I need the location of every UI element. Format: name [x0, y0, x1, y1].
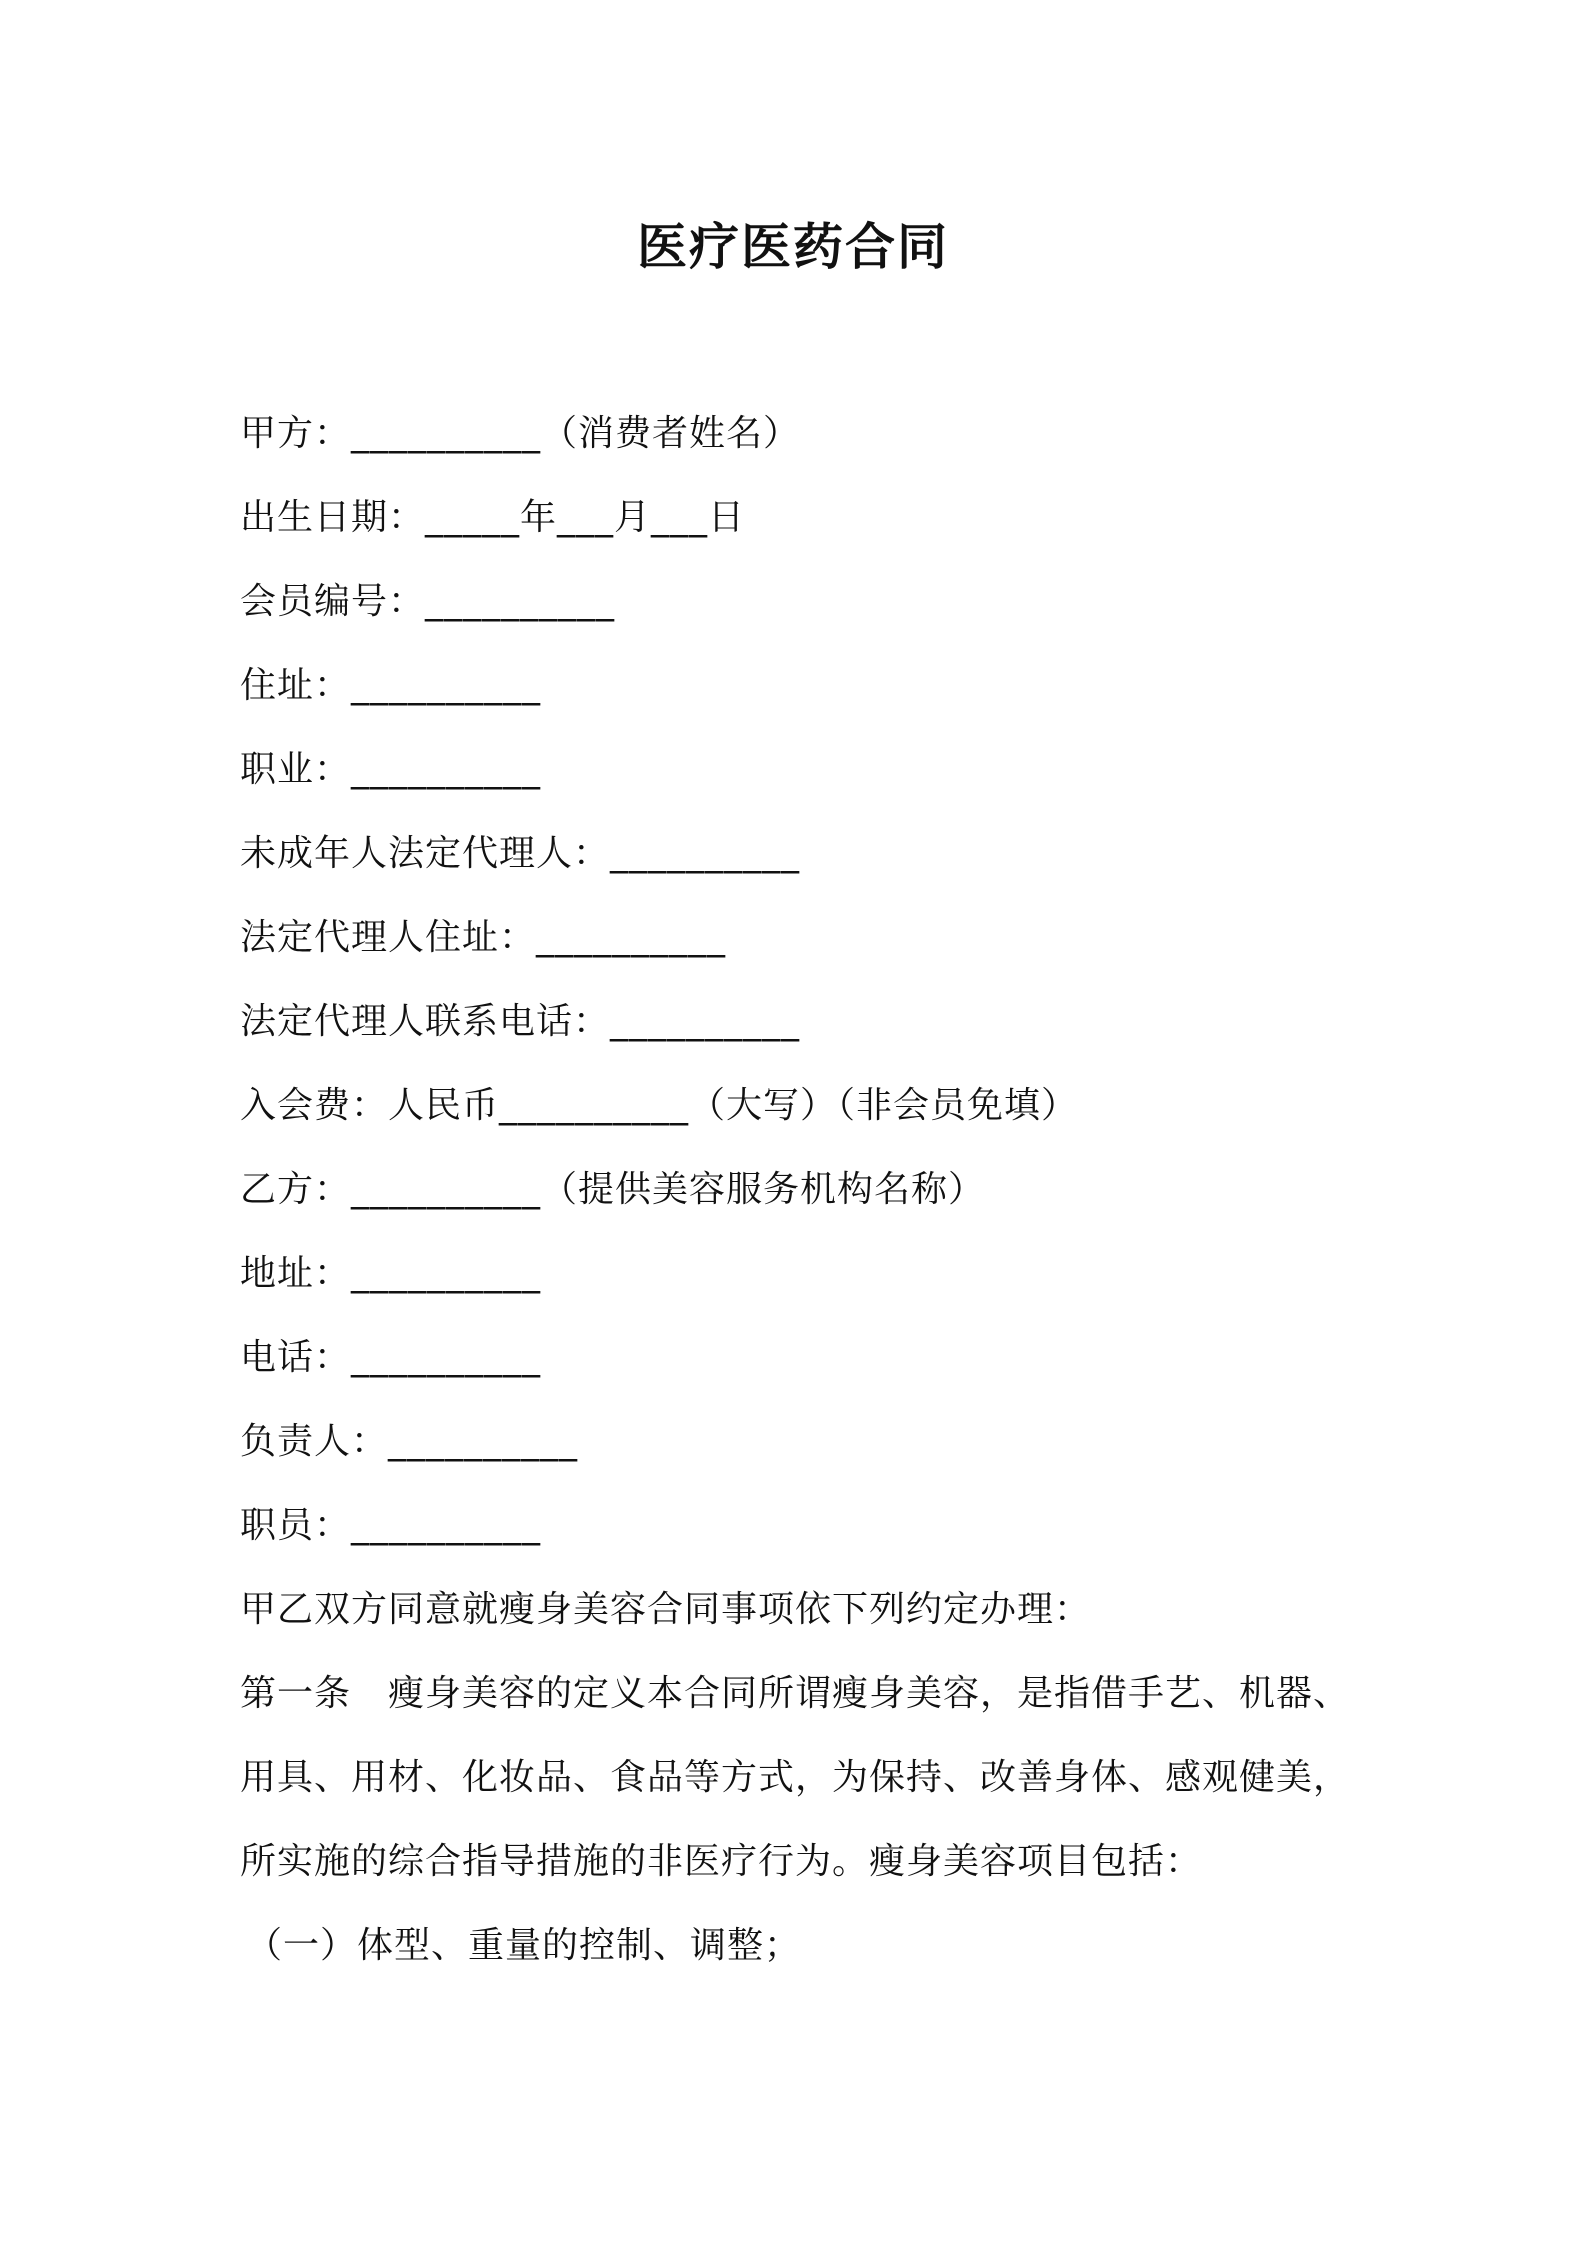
article-one-line-1: 第一条 瘦身美容的定义本合同所谓瘦身美容，是指借手艺、机器、: [240, 1673, 1351, 1714]
party-b-address-field: 地址：__________: [240, 1253, 542, 1294]
guardian-address-field: 法定代理人住址：__________: [240, 917, 727, 958]
birth-date-field: 出生日期：_____年___月___日: [240, 497, 746, 538]
party-a-field: 甲方：__________（消费者姓名）: [240, 413, 801, 454]
staff-field: 职员：__________: [240, 1505, 542, 1546]
address-field: 住址：__________: [240, 665, 542, 706]
person-in-charge-field: 负责人：__________: [240, 1421, 579, 1462]
party-b-field: 乙方：__________（提供美容服务机构名称）: [240, 1169, 986, 1210]
article-one-line-3: 所实施的综合指导措施的非医疗行为。瘦身美容项目包括：: [240, 1841, 1203, 1882]
item-one: （一）体型、重量的控制、调整；: [246, 1925, 802, 1966]
page-title: 医疗医药合同: [637, 218, 949, 276]
agreement-intro: 甲乙双方同意就瘦身美容合同事项依下列约定办理：: [240, 1589, 1092, 1630]
member-number-field: 会员编号：__________: [240, 581, 616, 622]
occupation-field: 职业：__________: [240, 749, 542, 790]
membership-fee-field: 入会费：人民币__________（大写）（非会员免填）: [240, 1085, 1079, 1126]
guardian-phone-field: 法定代理人联系电话：__________: [240, 1001, 801, 1042]
article-one-line-2: 用具、用材、化妆品、食品等方式，为保持、改善身体、感观健美，: [240, 1757, 1351, 1798]
minor-guardian-field: 未成年人法定代理人：__________: [240, 833, 801, 874]
party-b-phone-field: 电话：__________: [240, 1337, 542, 1378]
